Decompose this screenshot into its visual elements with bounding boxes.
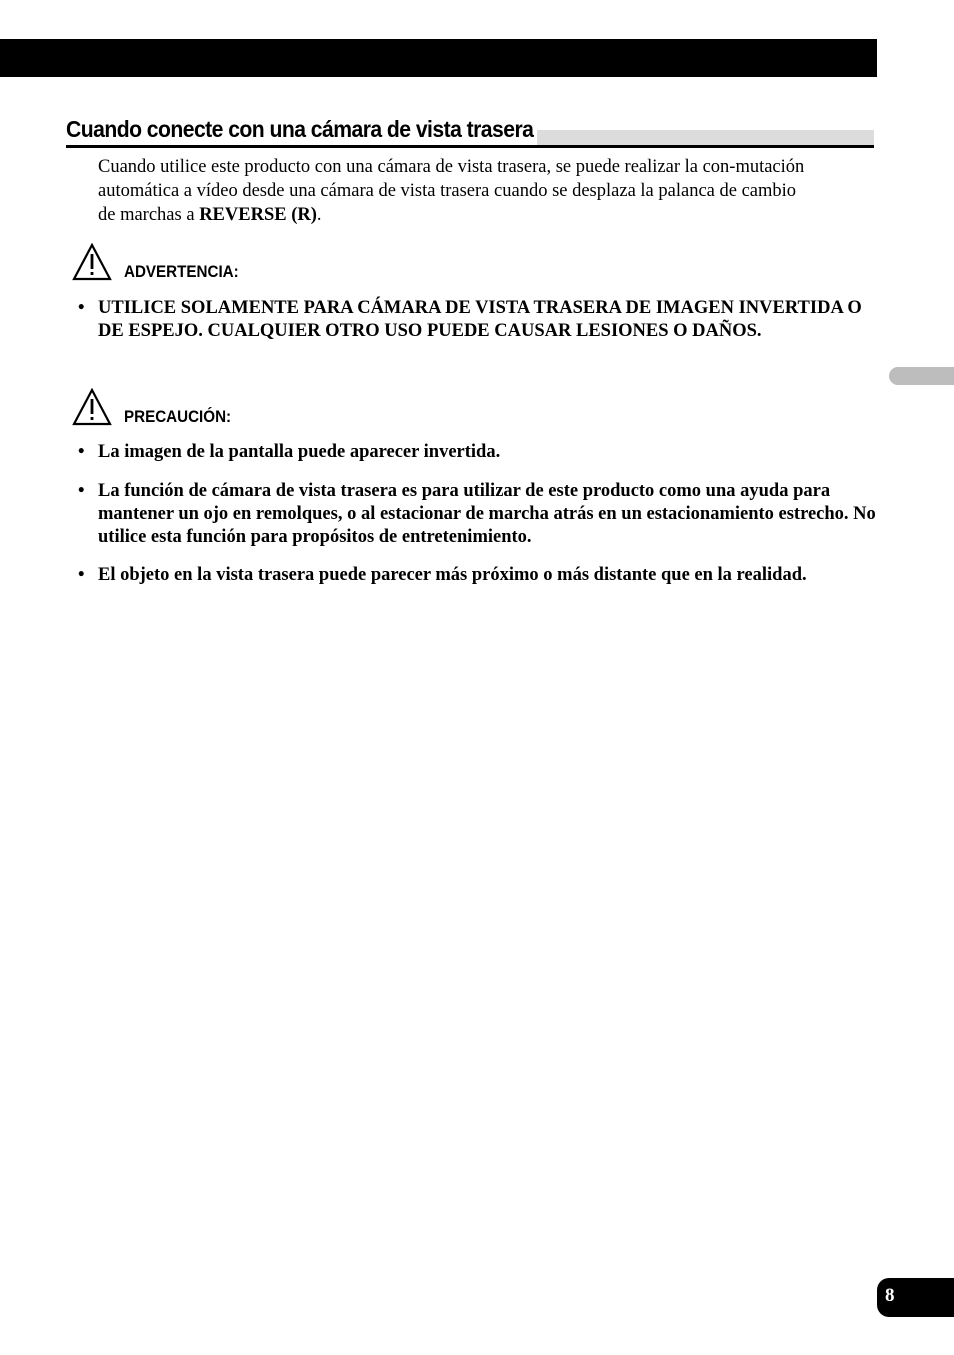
intro-paren-open: ( (286, 205, 298, 225)
warning-label: ADVERTENCIA: (124, 263, 239, 281)
warning-list (78, 297, 878, 343)
section-side-tab (889, 367, 954, 385)
caution-item (78, 564, 878, 587)
header-bar (0, 39, 877, 77)
caution-item-text: La función de cámara de vista trasera es para utilizar de este producto como una ayuda para mantener un ojo en remolques, o al estacionar de marcha atrás en un estacionamiento estrecho. No utilice esta función para propósitos de entretenimiento. (98, 481, 876, 547)
intro-paren-close: ) (310, 205, 317, 225)
bullet-glyph: • (78, 565, 85, 585)
caution-label: PRECAUCIÓN: (124, 408, 232, 426)
heading-rule (66, 145, 874, 148)
bullet-glyph: • (78, 481, 85, 501)
bullet-glyph: • (78, 442, 85, 462)
caution-item (78, 480, 878, 549)
intro-period: . (316, 205, 322, 225)
intro-r: R (297, 205, 311, 225)
section-title: Cuando conecte con una cámara de vista trasera (66, 113, 537, 145)
warning-triangle-icon (72, 243, 116, 283)
page-number: 8 (885, 1285, 895, 1306)
caution-list (78, 564, 878, 587)
warning-triangle-icon (72, 388, 116, 428)
intro-text: Cuando utilice este producto con una cámara de vista trasera, se puede realizar la con-mutación automática a vídeo desde una cámara de vista trasera cuando se desplaza la palanca de cambio de marchas a (98, 157, 805, 225)
warning-item (78, 297, 878, 343)
caution-item-text: La imagen de la pantalla puede aparecer invertida. (98, 442, 501, 462)
caution-item (78, 441, 878, 464)
caution-list (78, 480, 878, 549)
warning-item-text: UTILICE SOLAMENTE PARA CÁMARA DE VISTA TRASERA DE IMAGEN INVERTIDA O DE ESPEJO. CUALQUIER OTRO USO PUEDE CAUSAR LESIONES O DAÑOS. (98, 298, 862, 341)
intro-reverse: REVERSE (199, 205, 287, 225)
bullet-glyph: • (78, 298, 85, 318)
intro-paragraph (98, 155, 810, 227)
caution-list (78, 441, 878, 464)
caution-item-text: El objeto en la vista trasera puede parecer más próximo o más distante que en la realidad. (98, 565, 807, 585)
